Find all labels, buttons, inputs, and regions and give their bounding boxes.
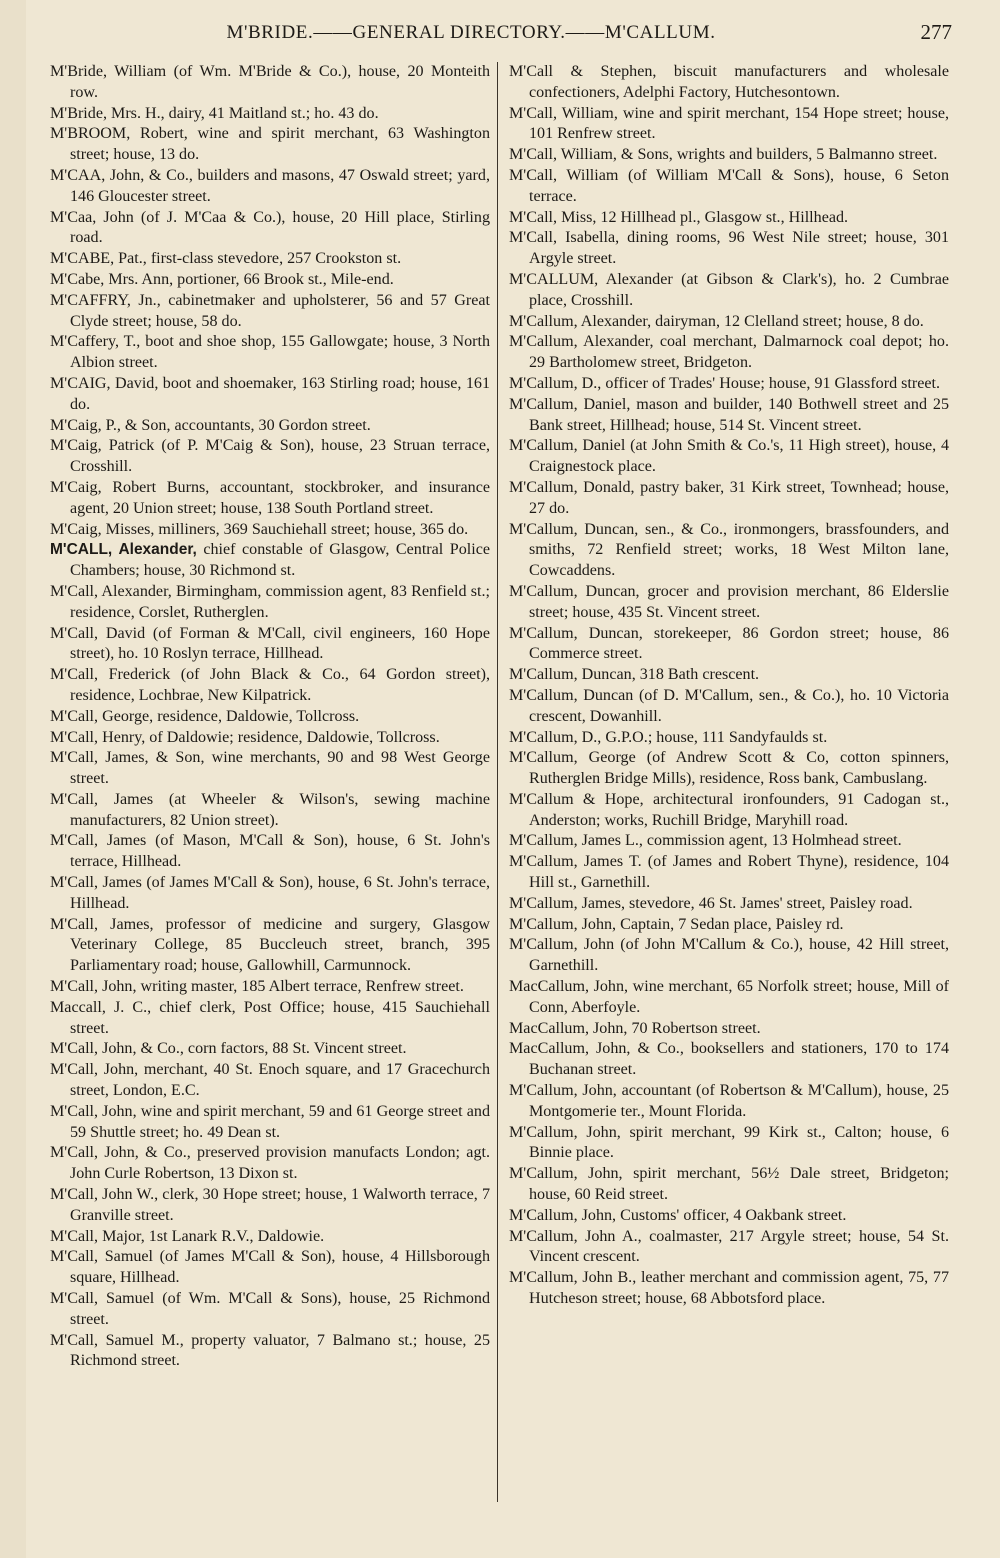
directory-entry [50, 1185, 490, 1227]
entry-text: M'Call, Isabella, dining rooms, 96 West Nile street; house, 301 Argyle street. [509, 229, 949, 268]
entry-text: M'Call, John, wine and spirit merchant, 59 and 61 George street and 59 Shuttle street; ho. 49 Dean st. [50, 1102, 490, 1141]
entry-text: M'Callum, John, Customs' officer, 4 Oakbank street. [509, 1206, 847, 1224]
directory-entry [509, 1206, 949, 1227]
entry-text: M'Callum, George (of Andrew Scott & Co, cotton spinners, Rutherglen Bridge Mills), residence, Ross bank, Cambuslang. [509, 749, 949, 788]
page-number: 277 [920, 20, 952, 44]
entry-text: M'Call, John W., clerk, 30 Hope street; house, 1 Walworth terrace, 7 Granville street. [50, 1186, 490, 1224]
directory-entry [509, 1164, 949, 1206]
directory-entry [509, 332, 949, 374]
entry-text: M'CABE, Pat., first-class stevedore, 257 Crookston st. [50, 250, 402, 268]
entry-text: M'Call, Samuel (of James M'Call & Son), house, 4 Hillsborough square, Hillhead. [50, 1248, 490, 1287]
entry-text: M'Callum, John, accountant (of Robertson & M'Callum), house, 25 Montgomerie ter., Mount Florida. [509, 1082, 949, 1120]
entry-text: M'Call, John, writing master, 185 Albert terrace, Renfrew street. [50, 978, 464, 996]
directory-entry [50, 665, 490, 707]
entry-text: MacCallum, John, & Co., booksellers and stationers, 170 to 174 Buchanan street. [509, 1040, 949, 1079]
directory-entry [509, 104, 949, 146]
entry-text: M'Call, William (of William M'Call & Sons), house, 6 Seton terrace. [509, 166, 949, 205]
directory-entry [50, 728, 490, 749]
entry-text: M'Callum, D., officer of Trades' House; house, 91 Glassford street. [509, 374, 941, 392]
directory-entry [509, 62, 949, 104]
directory-entry [50, 270, 490, 291]
entry-text: M'Call & Stephen, biscuit manufacturers and wholesale confectioners, Adelphi Factory, Hutchesontown. [509, 63, 949, 101]
entry-text: M'Callum, Duncan (of D. M'Callum, sen., & Co.), ho. 10 Victoria crescent, Dowanhill. [509, 686, 949, 725]
entry-text: M'Call, James (of Mason, M'Call & Son), house, 6 St. John's terrace, Hillhead. [50, 832, 490, 871]
directory-entry [50, 1227, 490, 1248]
entry-text: M'Callum, James T. (of James and Robert Thyne), residence, 104 Hill st., Garnethill. [509, 853, 949, 892]
entry-text: M'Call, John, & Co., preserved provision manufacts London; agt. John Curle Robertson, 13 Dixon st. [50, 1144, 490, 1183]
directory-entry [50, 977, 490, 998]
directory-entry [509, 374, 949, 395]
entry-text: M'Callum, John, spirit merchant, 56½ Dale street, Bridgeton; house, 60 Reid street. [509, 1165, 949, 1204]
directory-entry [50, 707, 490, 728]
entry-text: M'Call, Frederick (of John Black & Co., 64 Gordon street), residence, Lochbrae, New Kilpatrick. [50, 666, 490, 704]
directory-entry [509, 935, 949, 977]
entry-text: M'Call, James (of James M'Call & Son), house, 6 St. John's terrace, Hillhead. [50, 874, 490, 912]
directory-entry [50, 998, 490, 1040]
entry-text: M'Call, John, merchant, 40 St. Enoch square, and 17 Gracechurch street, London, E.C. [50, 1061, 490, 1100]
directory-entry [509, 1039, 949, 1081]
directory-entry [509, 582, 949, 624]
directory-entry [50, 332, 490, 374]
directory-entry [509, 166, 949, 208]
directory-entry [509, 478, 949, 520]
directory-entry [50, 1247, 490, 1289]
entry-text: M'CALLUM, Alexander (at Gibson & Clark's), ho. 2 Cumbrae place, Crosshill. [509, 270, 949, 309]
directory-entry [509, 686, 949, 728]
directory-entry [509, 270, 949, 312]
directory-entry [509, 1019, 949, 1040]
entry-text: M'Callum, James L., commission agent, 13 Holmhead street. [509, 832, 902, 850]
directory-entry [50, 249, 490, 270]
directory-entry [50, 1039, 490, 1060]
directory-entry [509, 1081, 949, 1123]
directory-entry [509, 1227, 949, 1269]
directory-entry [50, 478, 490, 520]
entry-text: M'Bride, Mrs. H., dairy, 41 Maitland st.; ho. 43 do. [50, 104, 379, 122]
right-column [509, 62, 949, 1310]
left-column [50, 62, 490, 1372]
directory-entry [509, 915, 949, 936]
entry-text: M'Callum, Daniel (at John Smith & Co.'s, 11 High street), house, 4 Craignestock place. [509, 437, 949, 476]
directory-entry [509, 977, 949, 1019]
directory-entry [509, 520, 949, 582]
entry-text: MacCallum, John, wine merchant, 65 Norfolk street; house, Mill of Conn, Aberfoyle. [509, 978, 949, 1016]
entry-text: M'Callum, Daniel, mason and builder, 140 Bothwell street and 25 Bank street, Hillhead; house, 514 St. Vincent street. [509, 395, 949, 434]
directory-entry [509, 665, 949, 686]
entry-text: M'Call, Miss, 12 Hillhead pl., Glasgow st., Hillhead. [509, 208, 849, 226]
column-divider [497, 62, 498, 1502]
entry-text: M'CAFFRY, Jn., cabinetmaker and upholsterer, 56 and 57 Great Clyde street; house, 58 do. [50, 291, 490, 330]
entry-text: M'Call, David (of Forman & M'Call, civil engineers, 160 Hope street), ho. 10 Roslyn terrace, Hillhead. [50, 624, 490, 663]
directory-entry [50, 416, 490, 437]
directory-entry [50, 1060, 490, 1102]
directory-entry [50, 790, 490, 832]
page-margin [0, 0, 26, 1558]
directory-entry [50, 915, 490, 977]
directory-entry [50, 1289, 490, 1331]
entry-text: M'CAIG, David, boot and shoemaker, 163 Stirling road; house, 161 do. [50, 374, 490, 413]
entry-text: M'CAA, John, & Co., builders and masons, 47 Oswald street; yard, 146 Gloucester street. [50, 166, 490, 205]
directory-entry [50, 208, 490, 250]
directory-entry [509, 208, 949, 229]
directory-entry [50, 1331, 490, 1373]
entry-text: chief constable of Glasgow, Central Police Chambers; house, 30 Richmond st. [70, 541, 491, 580]
entry-text: M'Caffery, T., boot and shoe shop, 155 Gallowgate; house, 3 North Albion street. [50, 333, 490, 372]
entry-text: M'Call, William, wine and spirit merchant, 154 Hope street; house, 101 Renfrew street. [509, 104, 949, 143]
entry-text: M'Callum, Duncan, 318 Bath crescent. [509, 666, 760, 684]
entry-text: M'Callum, Alexander, coal merchant, Dalmarnock coal depot; ho. 29 Bartholomew street, Bridgeton. [509, 333, 949, 372]
entry-text: M'Callum & Hope, architectural ironfounders, 91 Cadogan st., Anderston; works, Ruchill Bridge, Maryhill road. [509, 790, 949, 829]
entry-text: M'Call, William, & Sons, wrights and builders, 5 Balmanno street. [509, 146, 938, 164]
directory-entry [50, 62, 490, 104]
directory-entry [50, 374, 490, 416]
entry-text: M'Callum, Donald, pastry baker, 31 Kirk street, Townhead; house, 27 do. [509, 478, 949, 517]
entry-text: M'Caig, Patrick (of P. M'Caig & Son), house, 23 Struan terrace, Crosshill. [50, 437, 490, 476]
directory-entry [509, 228, 949, 270]
entry-text: M'BROOM, Robert, wine and spirit merchant, 63 Washington street; house, 13 do. [50, 125, 490, 164]
directory-entry [50, 520, 490, 541]
directory-entry [50, 291, 490, 333]
directory-entry [509, 894, 949, 915]
entry-text: M'Callum, John, spirit merchant, 99 Kirk st., Calton; house, 6 Binnie place. [509, 1123, 949, 1162]
entry-text: MacCallum, John, 70 Robertson street. [509, 1019, 761, 1037]
entry-text: M'Call, Alexander, Birmingham, commission agent, 83 Renfield st.; residence, Corslet, Rutherglen. [50, 582, 490, 621]
entry-text: M'Caig, Robert Burns, accountant, stockbroker, and insurance agent, 20 Union street; house, 138 South Portland street. [50, 478, 490, 517]
directory-entry [50, 873, 490, 915]
entry-text: M'Callum, James, stevedore, 46 St. James' street, Paisley road. [509, 894, 913, 912]
directory-entry [509, 748, 949, 790]
entry-text: M'Callum, Duncan, grocer and provision merchant, 86 Elderslie street; house, 435 St. Vincent street. [509, 582, 949, 621]
directory-entry [509, 145, 949, 166]
entry-text: M'Call, Henry, of Daldowie; residence, Daldowie, Tollcross. [50, 728, 440, 746]
entry-text: M'Callum, John B., leather merchant and commission agent, 75, 77 Hutcheson street; house, 68 Abbotsford place. [509, 1269, 949, 1308]
entry-text: M'Callum, D., G.P.O.; house, 111 Sandyfaulds st. [509, 728, 828, 746]
directory-entry [50, 624, 490, 666]
directory-entry [50, 748, 490, 790]
directory-entry [509, 852, 949, 894]
entry-name-bold: M'CALL, Alexander, [50, 541, 197, 559]
entry-text: M'Callum, John (of John M'Callum & Co.), house, 42 Hill street, Garnethill. [509, 936, 949, 975]
entry-text: Maccall, J. C., chief clerk, Post Office; house, 415 Sauchiehall street. [50, 998, 490, 1037]
entry-text: M'Callum, John A., coalmaster, 217 Argyle street; house, 54 St. Vincent crescent. [509, 1227, 949, 1266]
directory-entry [50, 166, 490, 208]
entry-text: M'Caig, P., & Son, accountants, 30 Gordon street. [50, 416, 371, 434]
entry-text: M'Call, Samuel (of Wm. M'Call & Sons), house, 25 Richmond street. [50, 1290, 490, 1328]
entry-text: M'Cabe, Mrs. Ann, portioner, 66 Brook st., Mile-end. [50, 270, 394, 288]
directory-entry [509, 624, 949, 666]
directory-entry [509, 728, 949, 749]
entry-text: M'Call, Samuel M., property valuator, 7 Balmano st.; house, 25 Richmond street. [50, 1331, 490, 1370]
directory-entry [509, 1268, 949, 1310]
entry-text: M'Call, James, professor of medicine and surgery, Glasgow Veterinary College, 85 Buccleuch street, branch, 395 Parliamentary road; house, Gallowhill, Carmunnock. [50, 915, 490, 975]
running-title: M'BRIDE.——GENERAL DIRECTORY.——M'CALLUM. [226, 22, 716, 43]
entry-text: M'Call, John, & Co., corn factors, 88 St. Vincent street. [50, 1040, 407, 1058]
directory-entry [509, 312, 949, 333]
entry-text: M'Callum, John, Captain, 7 Sedan place, Paisley rd. [509, 915, 844, 933]
entry-text: M'Callum, Duncan, storekeeper, 86 Gordon street; house, 86 Commerce street. [509, 624, 949, 663]
directory-entry [509, 395, 949, 437]
entry-text: M'Call, George, residence, Daldowie, Tollcross. [50, 707, 360, 725]
entry-text: M'Callum, Alexander, dairyman, 12 Clelland street; house, 8 do. [509, 312, 924, 330]
page-header [50, 22, 952, 50]
directory-entry [509, 436, 949, 478]
entry-text: M'Caa, John (of J. M'Caa & Co.), house, 20 Hill place, Stirling road. [50, 208, 490, 247]
entry-text: M'Call, Major, 1st Lanark R.V., Daldowie. [50, 1227, 325, 1245]
entry-text: M'Call, James, & Son, wine merchants, 90 and 98 West George street. [50, 749, 490, 788]
directory-entry [509, 790, 949, 832]
entry-text: M'Call, James (at Wheeler & Wilson's, sewing machine manufacturers, 82 Union street). [50, 790, 490, 829]
directory-entry [50, 582, 490, 624]
entry-text: M'Caig, Misses, milliners, 369 Sauchiehall street; house, 365 do. [50, 520, 469, 538]
directory-entry [509, 1123, 949, 1165]
directory-entry [50, 540, 490, 582]
entry-text: M'Callum, Duncan, sen., & Co., ironmongers, brassfounders, and smiths, 72 Renfield street; works, 18 West Milton lane, Cowcaddens. [509, 520, 949, 580]
directory-entry [50, 1143, 490, 1185]
directory-entry [50, 436, 490, 478]
directory-entry [50, 124, 490, 166]
directory-entry [50, 831, 490, 873]
directory-entry [509, 831, 949, 852]
directory-entry [50, 104, 490, 125]
directory-entry [50, 1102, 490, 1144]
entry-text: M'Bride, William (of Wm. M'Bride & Co.), house, 20 Monteith row. [50, 63, 490, 101]
